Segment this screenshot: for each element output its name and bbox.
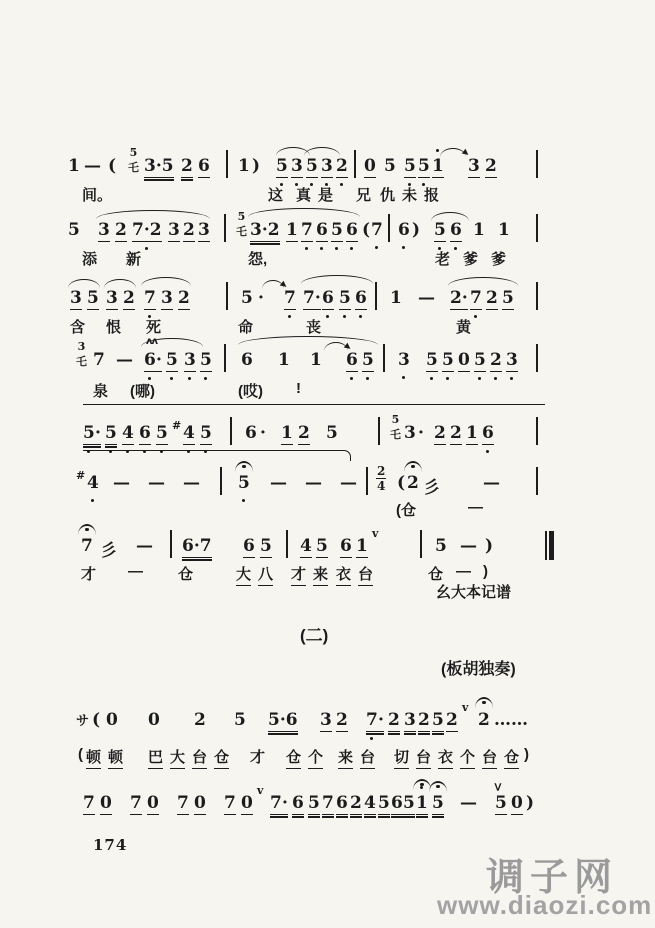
note-token: 4 [183,423,195,445]
barline [536,150,538,178]
note-token: 2 [115,220,127,240]
note-token: 5 [87,288,99,308]
final-barline [545,531,547,560]
lyric-token: 添 [82,251,98,268]
note-token: 0 [147,793,159,813]
lyric-token: 真 [296,187,312,204]
note-token: 彡 [100,541,117,561]
lyric-token: 台 [482,746,497,769]
note-token: 1 [473,220,485,240]
note-token: 4 [364,793,376,813]
note-token: — [270,473,287,493]
slur-arc [448,277,518,286]
note-token: ) [252,156,261,176]
note-token: 2 [178,288,190,308]
lyric-token: 恨 [106,319,122,336]
note-token: 5 [200,423,212,445]
note-token: 3 [161,288,173,308]
lyric-token: 仓 [178,566,194,583]
note-token: 3 [106,288,118,308]
slur-arc [96,210,210,219]
note-token: 3 [320,710,332,730]
trill-mark: ʌʌ [146,336,158,347]
note-token: 2 [434,423,446,443]
barline [354,150,356,178]
note-token: ( [108,156,117,176]
lyric-token: 个 [308,746,323,769]
lyric-token: 顿 [86,746,101,769]
lyric-token: 含 [70,319,86,336]
barline [224,344,226,372]
note-token: ( [92,710,101,730]
lyric-token: ) [524,746,529,763]
note-token: # [76,469,86,482]
lyric-token: 未 [402,187,418,204]
note-token: 5 [432,793,444,813]
lyric-token: 才 [81,566,97,583]
fermata-mark [404,461,422,472]
note-token: 2 [418,710,430,730]
note-token: — [340,473,357,493]
lyric-token: 泉 [93,383,109,400]
barline [224,214,226,242]
note-token: 3 [198,220,210,240]
grace-note-stack: 3 乇 [76,340,87,368]
note-token: 6 [450,220,462,242]
note-token: · [156,350,162,370]
lyric-token: 仓 [504,746,519,769]
note-token: 5 [474,350,486,372]
note-token: 6 [139,423,151,445]
note-token: 7 [81,536,93,556]
lyric-token: — [128,563,143,580]
note-token: 4 [300,536,312,556]
note-token: # [172,419,182,432]
note-token: 7 [130,793,142,813]
note-token: 2 [336,710,348,730]
note-token: 3 [404,710,416,730]
lyric-token: 新 [126,251,142,268]
note-token: ) [412,220,421,240]
note-token: 1 [416,793,428,815]
barline [366,467,368,495]
note-token: 4 [87,473,99,493]
note-token: 5 [435,536,447,556]
note-token: 3 [98,220,110,240]
note-token: — [483,473,500,493]
grace-note-stack: 5 乇 [128,146,139,174]
note-token: · [260,423,266,443]
note-token: 5 [156,423,168,445]
lyric-token: — [468,499,483,516]
lyric-token: 台 [360,746,375,769]
note-token: 3·5 [144,156,174,176]
note-token: · [378,710,384,730]
note-token: 6 [198,156,210,176]
note-token: 5 [434,220,446,242]
lyric-token: 巴 [148,746,163,769]
barline [226,150,228,178]
note-token: 0 [511,793,523,813]
note-token: 1 [498,220,510,240]
note-token: …… [494,710,528,730]
note-token: 6 [243,536,255,556]
note-token: 0 [148,710,160,730]
lyric-token: 才 [250,749,266,766]
note-token: — [183,473,200,493]
note-token: v [462,701,469,714]
note-token: 3 [506,350,518,372]
barline [230,417,232,445]
lyric-token: 仓 [214,746,229,769]
slur-arc [301,275,373,284]
note-token: 2 [490,350,502,372]
lyric-token: 台 [416,746,431,769]
barline [378,417,380,445]
note-token: — [84,156,101,176]
note-token: 2· [450,288,468,308]
lyric-token: 台 [192,746,207,769]
note-token: 5 [306,156,318,178]
note-token: 2 [336,156,348,178]
note-token: 1 [281,423,293,443]
lyric-token: 老 [435,251,451,268]
note-token: 6 [346,220,358,242]
note-token: 5 [200,350,212,372]
note-token: 6 [346,350,358,372]
note-token: 3 [398,350,410,370]
note-token: 6 [316,220,328,242]
note-token: — [305,473,322,493]
lyric-token: (哎) [238,383,263,400]
lyric-token: — [456,563,471,580]
slur-arc [238,336,378,345]
slide-arrow-slur [262,280,284,289]
lyric-token: 命 [238,319,254,336]
note-token: ( [362,220,371,240]
time-signature: 2 4 [377,464,386,493]
note-token: 6 [398,220,410,240]
note-token: 6 [336,793,348,813]
note-token: 3 [70,288,82,308]
fermata-mark [235,461,253,472]
note-token: 5 [404,156,416,178]
note-token: 6 [322,288,334,310]
note-token: — [136,536,153,556]
note-token: 6 [245,423,257,443]
note-token: 7 [284,288,296,310]
note-token: 3 [184,350,196,372]
note-token: 6 [241,350,253,370]
note-token: 1 [238,156,250,176]
note-token: 6 [391,793,403,813]
note-token: — [148,473,165,493]
note-token: 3·2 [250,220,280,240]
note-token: 1 [310,350,322,370]
note-token: ( [397,473,406,493]
barline [170,530,172,558]
lyric-token: 报 [424,187,440,204]
note-token: 7 [144,288,156,310]
lyric-token: 兄 [356,187,372,204]
lyric-token: 这 [268,187,284,204]
lyric-token: 台 [358,563,373,586]
fermata-mark [475,697,493,708]
note-token: v [372,527,379,540]
note-token: 7 [270,793,282,813]
note-token: 7 [93,350,105,370]
lyric-token: 丧 [306,319,322,336]
slide-arrow-slur [440,148,466,157]
note-token: 彡 [423,478,440,498]
slur-arc [141,277,191,286]
note-token: · [95,423,101,443]
note-token: 6 [355,288,367,310]
note-token: 4 [122,423,134,445]
note-token: 1 [356,536,368,556]
note-token: · [258,288,264,308]
slur-arc [68,279,100,288]
note-token: 5 [331,220,343,242]
note-token: 2 [407,473,419,493]
note-token: — [460,793,477,813]
lyric-token: 来 [313,563,328,586]
note-token: 7 [371,220,383,240]
barline [286,530,288,558]
note-token: 5 [238,473,250,493]
lyric-token: 爹 [491,251,507,268]
note-token: 2 [485,156,497,176]
lyric-token: 衣 [438,746,453,769]
note-token: 7 [83,793,95,813]
note-token: v [257,784,264,797]
note-token: 1 [286,220,298,240]
grace-note-stack: 5 乇 [236,210,247,238]
barline [420,530,422,558]
note-token: 1 [278,350,290,370]
note-token: 7 [366,710,378,732]
note-token: 7 [224,793,236,813]
barline [536,282,538,310]
note-token: 2 [183,220,195,240]
barline [388,214,390,242]
note-token: 7 [322,793,334,813]
note-token: 5 [426,350,438,372]
note-token: 2 [446,710,458,730]
note-token: 2 [388,710,400,730]
note-token: 1 [68,156,80,176]
fermata-mark [78,524,96,535]
lyric-token: 仓 [286,746,301,769]
note-token: 0 [194,793,206,813]
note-token: 7 [470,288,482,310]
note-token: 5 [316,536,328,556]
transcriber-credit: 幺大本记谱 [436,584,512,601]
note-token: 2 [298,423,310,443]
lyric-token: 衣 [336,563,351,586]
note-token: · [282,793,288,813]
lyric-token: (仓 [396,502,416,519]
lyric-token: 顿 [108,746,123,769]
instrument-solo-label: (板胡独奏) [441,661,516,678]
barline [375,282,377,310]
note-token: — [116,350,133,370]
lyric-token: 爹 [463,251,479,268]
note-token: 7·2 [132,220,162,242]
note-token: 7 [301,220,313,242]
barline [226,282,228,310]
lyric-token: 大 [170,746,185,769]
lyric-token: 大 [236,563,251,586]
note-token: 7· [303,288,321,308]
note-token: 1 [390,288,402,308]
note-token: 2 [194,710,206,730]
note-token: 2 [181,156,193,176]
note-token: 3 [404,423,416,443]
note-token: 6 [340,536,352,556]
slur-arc [304,147,340,156]
note-token: — [113,473,130,493]
note-token: 0 [106,710,118,730]
lyric-token: 仓 [428,566,444,583]
accent-mark: > [491,781,506,793]
note-token: 3 [468,156,480,176]
lyric-token: 黄 [456,319,472,336]
watermark-site-url: www.diaozi.com [437,890,653,920]
barline [536,417,538,445]
slur-arc [431,212,469,221]
note-token: 3 [168,220,180,240]
note-token: 5 [234,710,246,730]
note-token: 5 [339,288,351,310]
note-token: 5 [362,350,374,372]
note-token: 6 [482,423,494,445]
note-token: 6·7 [182,536,212,556]
note-token: 2 [350,793,362,813]
note-token: 5 [308,793,320,813]
note-token: ) [485,536,494,556]
note-token: 0 [458,350,470,370]
note-token: 1 [432,156,444,178]
note-token: 0 [364,156,376,176]
barline [383,344,385,372]
note-token: — [460,536,477,556]
lyric-token: ! [296,380,301,397]
note-token: 0 [100,793,112,813]
fermata-mark [429,781,447,792]
lyric-token: 死 [146,319,162,336]
barline [536,467,538,495]
barline [536,214,538,242]
lyric-token: 八 [258,563,273,586]
note-token: 5 [442,350,454,372]
lyric-token: (哪) [130,383,155,400]
lyric-token: ( [78,746,83,763]
note-token: 2 [478,710,490,730]
lyric-token: 来 [338,746,353,769]
note-token: 1 [466,423,478,443]
note-token: 5·6 [268,710,298,730]
note-token: 5 [260,536,272,556]
note-token: · [418,423,424,443]
note-token: 5 [502,288,514,308]
tie-line [83,404,545,409]
lyric-token: 是 [318,187,334,204]
note-token: 2 [123,288,135,308]
watermark-site-name: 调子网 [486,857,619,899]
page-number: 174 [93,836,128,854]
note-token: 5 [166,350,178,372]
note-token: ) [526,793,535,813]
slur-arc [104,279,136,288]
note-token: 5 [378,793,390,813]
note-token: 5 [83,423,95,445]
lyric-token: 仇 [380,187,396,204]
note-token: 3 [291,156,303,178]
section-header: (二) [300,626,329,645]
note-token: 7 [177,793,189,813]
lyric-token: ) [483,563,488,580]
note-token: 0 [241,793,253,813]
note-token: 6 [144,350,156,372]
note-token: 5 [432,710,444,730]
note-token: 5 [418,156,430,178]
note-token: 2 [450,423,462,443]
note-token: 5 [495,793,507,813]
note-token: 2 [486,288,498,308]
lyric-token: 怨, [248,251,268,268]
lyric-token: 个 [460,746,475,769]
note-token: サ [76,714,90,729]
lyric-token: 切 [394,746,409,769]
note-token: — [418,288,435,308]
note-token: 5 [241,288,253,308]
grace-note-stack: 5 乇 [390,413,401,441]
note-token: 5 [384,156,396,176]
tie-line-hook [83,450,351,461]
note-token: 5 [68,220,80,240]
barline [220,467,222,495]
lyric-token: 间。 [82,187,113,204]
slur-arc [248,208,360,217]
lyric-token: 才 [291,563,306,586]
note-token: 5 [403,793,415,813]
note-token: 5 [105,423,117,445]
note-token: 6 [292,793,304,813]
note-token: 5 [276,156,288,178]
note-token: 3 [321,156,333,178]
final-barline [549,531,554,560]
note-token: 5 [326,423,338,443]
barline [536,344,538,372]
